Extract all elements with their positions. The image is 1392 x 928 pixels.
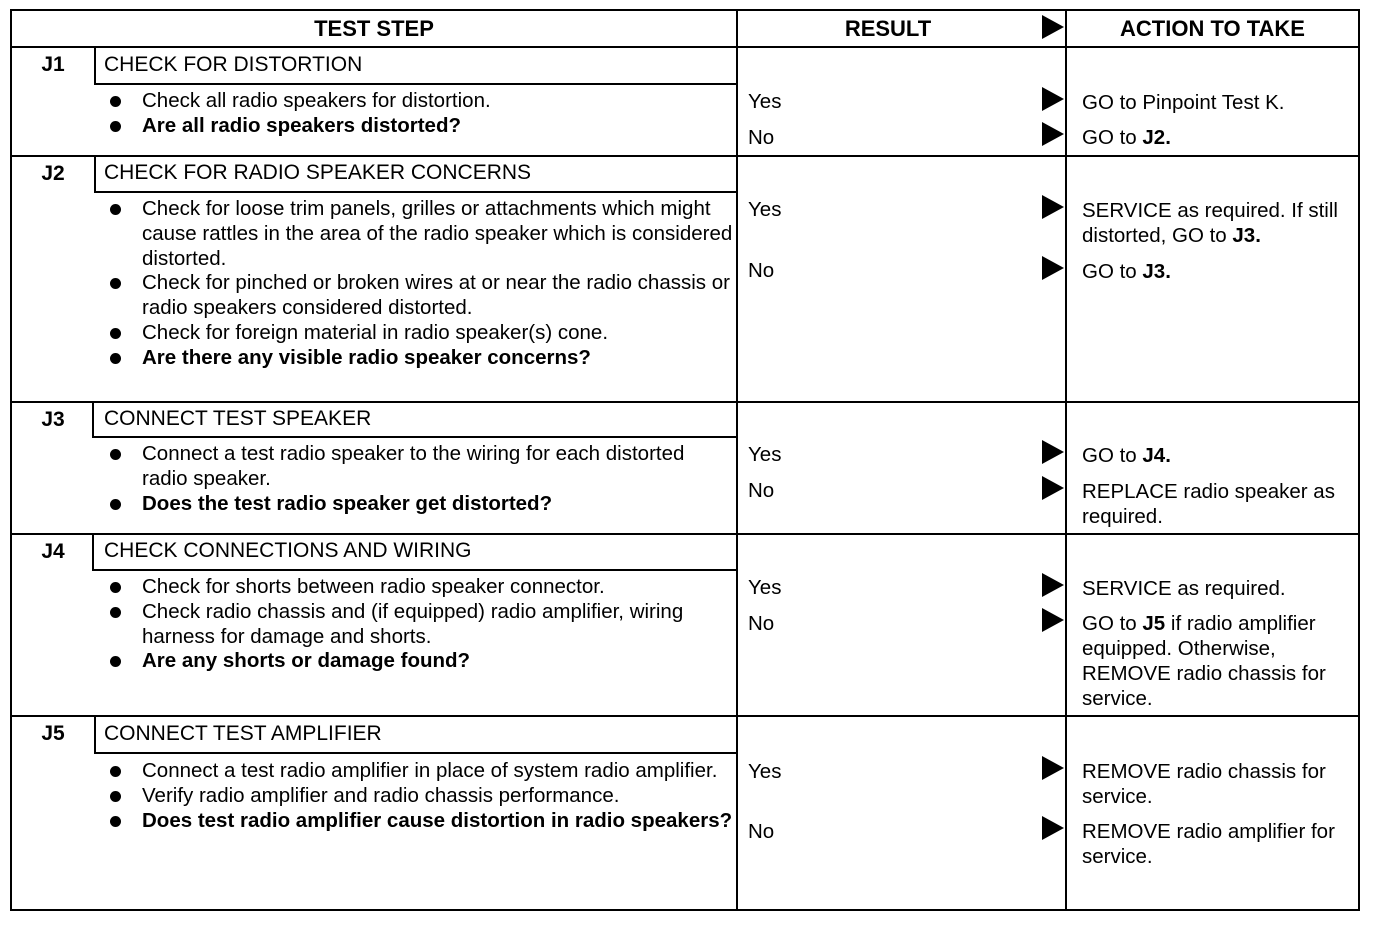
action-yes-j3: GO to J4. [1082,444,1171,467]
bullet-item: Check radio chassis and (if equipped) radio amplifier, wiring harness for damage and shorts. [104,600,734,650]
step-title-j4: CHECK CONNECTIONS AND WIRING [104,539,472,562]
result-yes-j2: Yes [748,198,782,221]
result-yes-j3: Yes [748,443,782,466]
step-title-j2: CHECK FOR RADIO SPEAKER CONCERNS [104,161,532,184]
action-no-j4: GO to J5 if radio amplifier equipped. Otherwise, REMOVE radio chassis for service. [1082,612,1326,710]
bullet-item: Check for pinched or broken wires at or near the radio chassis or radio speakers considered distorted. [104,271,734,321]
step-bullets-j5 [104,759,734,833]
header-arrow-icon [1042,15,1064,39]
step-id-j4: J4 [41,540,65,563]
step-id-j2: J2 [41,162,65,185]
bullet-icon [110,353,121,364]
arrow-icon [1042,756,1064,780]
step-id-j1: J1 [41,53,65,76]
result-no-j4: No [748,612,775,635]
step-question: Does test radio amplifier cause distortion in radio speakers? [104,809,734,834]
action-yes-j5: REMOVE radio chassis for service. [1082,760,1326,808]
arrow-icon [1042,476,1064,500]
bullet-icon [110,499,121,510]
action-yes-j4: SERVICE as required. [1082,577,1286,600]
result-yes-j1: Yes [748,90,782,113]
arrow-icon [1042,87,1064,111]
step-bullets-j2 [104,197,734,371]
step-bullets-j4 [104,575,734,674]
result-no-j1: No [748,126,775,149]
action-no-j3: REPLACE radio speaker as required. [1082,480,1335,528]
bullet-icon [110,204,121,215]
action-yes-j2: SERVICE as required. If still distorted, GO to J3. [1082,199,1338,247]
step-title-j5: CONNECT TEST AMPLIFIER [104,722,382,745]
bullet-icon [110,96,121,107]
step-title-j3: CONNECT TEST SPEAKER [104,407,372,430]
divider-result-column [736,11,738,909]
bullet-item: Connect a test radio amplifier in place of system radio amplifier. [104,759,734,784]
action-no-j2: GO to J3. [1082,260,1171,283]
bullet-item: Check for loose trim panels, grilles or attachments which might cause rattles in the area of the radio speaker which is considered distorted. [104,197,734,271]
result-no-j3: No [748,479,775,502]
step-question: Are there any visible radio speaker concerns? [104,346,734,371]
step-id-j3: J3 [41,408,65,431]
header-test-step: TEST STEP [314,16,434,41]
bullet-icon [110,582,121,593]
arrow-icon [1042,440,1064,464]
arrow-icon [1042,122,1064,146]
step-title-j1: CHECK FOR DISTORTION [104,53,363,76]
bullet-icon [110,766,121,777]
bullet-icon [110,607,121,618]
bullet-item: Check all radio speakers for distortion. [104,89,734,114]
result-yes-j5: Yes [748,760,782,783]
bullet-icon [110,328,121,339]
bullet-item: Check for shorts between radio speaker connector. [104,575,734,600]
step-question: Are all radio speakers distorted? [104,114,734,139]
step-question: Are any shorts or damage found? [104,649,734,674]
bullet-icon [110,791,121,802]
bullet-item: Check for foreign material in radio speaker(s) cone. [104,321,734,346]
id-divider-j4 [92,535,94,570]
arrow-icon [1042,195,1064,219]
bullet-icon [110,121,121,132]
header-action: ACTION TO TAKE [1120,16,1305,41]
bullet-item: Connect a test radio speaker to the wiring for each distorted radio speaker. [104,442,734,492]
arrow-icon [1042,256,1064,280]
bullet-item: Verify radio amplifier and radio chassis performance. [104,784,734,809]
header-result: RESULT [844,16,932,41]
bullet-icon [110,449,121,460]
id-divider-j1 [94,48,96,84]
title-underline-j5 [94,752,736,754]
title-underline-j1 [94,83,736,85]
step-bullets-j3 [104,442,734,516]
step-bullets-j1 [104,89,734,139]
result-yes-j4: Yes [748,576,782,599]
divider-action-column [1065,11,1067,909]
arrow-icon [1042,816,1064,840]
id-divider-j2 [94,157,96,192]
title-underline-j2 [94,191,736,193]
action-yes-j1: GO to Pinpoint Test K. [1082,91,1285,114]
diagnostic-table [10,9,1360,911]
title-underline-j3 [92,436,736,438]
action-no-j5: REMOVE radio amplifier for service. [1082,820,1335,868]
bullet-icon [110,278,121,289]
arrow-icon [1042,573,1064,597]
bullet-icon [110,816,121,827]
step-question: Does the test radio speaker get distorted? [104,492,734,517]
arrow-icon [1042,608,1064,632]
id-divider-j5 [94,717,96,752]
bullet-icon [110,656,121,667]
action-no-j1: GO to J2. [1082,126,1171,149]
step-id-j5: J5 [41,722,65,745]
id-divider-j3 [92,403,94,437]
result-no-j2: No [748,259,775,282]
title-underline-j4 [92,569,736,571]
result-no-j5: No [748,820,775,843]
